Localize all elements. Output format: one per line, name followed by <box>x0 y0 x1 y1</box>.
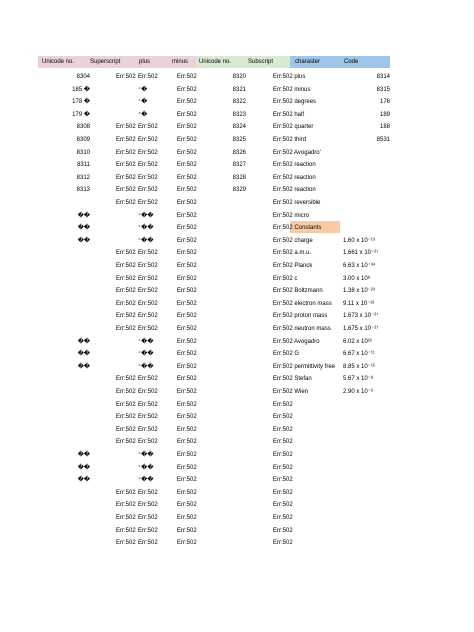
cell-unicode-2 <box>196 361 246 373</box>
cell-code <box>345 411 390 423</box>
cell-minus: Err:502 <box>177 300 197 307</box>
cell-unicode-2: 8327 <box>232 162 246 169</box>
cell-unicode: �� <box>77 464 90 471</box>
cell-unicode: �� <box>77 237 90 244</box>
cell-unicode <box>40 386 90 398</box>
cell-subscript: Err:502 Wien <box>273 389 309 395</box>
cell-unicode-2 <box>196 474 246 486</box>
cell-unicode-2 <box>196 235 246 247</box>
cell-plus: Err:502 <box>138 426 158 433</box>
cell-minus: Err:502 <box>177 426 197 433</box>
cell-code: 8314 <box>376 74 390 80</box>
cell-unicode-2 <box>196 197 246 209</box>
cell-subscript: Err:502 plus <box>273 74 306 80</box>
cell-plus: Err:502 <box>138 137 158 143</box>
cell-subscript: Err:502 reaction <box>273 174 316 181</box>
cell-value: 5.67 x 10⁻⁸ <box>343 376 374 383</box>
cell-subscript: Err:502 <box>273 477 293 484</box>
cell-subscript: Err:502 <box>273 540 293 547</box>
cell-subscript: Err:502 <box>273 515 293 521</box>
cell-subscript: Err:502 a.m.u. <box>273 250 312 257</box>
cell-unicode-2 <box>196 323 246 335</box>
cell-minus: Err:502 <box>177 174 197 181</box>
cell-minus: Err:502 <box>177 452 197 458</box>
cell-unicode-2 <box>196 386 246 398</box>
cell-minus: Err:502 <box>177 515 197 521</box>
cell-unicode <box>40 411 90 423</box>
cell-minus: Err:502 <box>177 187 197 194</box>
cell-superscript: Err:502 <box>116 515 136 521</box>
cell-minus: Err:502 <box>177 111 197 118</box>
cell-unicode <box>40 537 90 549</box>
cell-unicode-2 <box>196 273 246 285</box>
cell-plus: Err:502 <box>138 515 158 521</box>
cell-unicode: 8312 <box>76 174 90 181</box>
cell-code <box>345 487 390 499</box>
cell-minus: Err:502 <box>177 439 197 446</box>
cell-subscript: Err:502 <box>273 464 293 471</box>
cell-subscript: Err:502 quarter <box>273 124 314 131</box>
cell-minus: Err:502 <box>177 200 197 206</box>
cell-subscript: Err:502 Boltzmann <box>273 288 323 295</box>
cell-unicode <box>40 487 90 499</box>
cell-superscript: Err:502 <box>116 263 136 269</box>
cell-unicode-2 <box>196 399 246 411</box>
cell-unicode-2 <box>196 298 246 310</box>
cell-plus: Err:502 <box>138 74 158 80</box>
cell-subscript: Err:502 <box>273 401 293 408</box>
cell-unicode <box>40 525 90 537</box>
cell-plus: Err:502 <box>138 288 158 295</box>
cell-superscript: Err:502 <box>116 439 136 446</box>
cell-plus: ⁺�� <box>138 225 154 232</box>
cell-subscript: Err:502 <box>273 414 293 421</box>
cell-minus: Err:502 <box>177 225 197 232</box>
cell-unicode <box>40 260 90 272</box>
cell-unicode <box>40 399 90 411</box>
cell-value: 6.63 x 10⁻³⁴ <box>343 263 376 269</box>
cell-subscript: Err:502 <box>273 426 293 433</box>
cell-code <box>345 348 390 360</box>
cell-subscript: Err:502 c <box>273 275 298 282</box>
cell-minus: Err:502 <box>177 313 197 320</box>
cell-unicode-2 <box>196 424 246 436</box>
cell-unicode-2: 8328 <box>232 174 246 181</box>
cell-unicode: 8309 <box>76 137 90 143</box>
cell-unicode: 8304 <box>76 74 90 80</box>
cell-minus: Err:502 <box>177 74 197 80</box>
cell-superscript: Err:502 <box>116 502 136 509</box>
cell-code <box>345 436 390 448</box>
cell-plus: Err:502 <box>138 149 158 156</box>
cell-code <box>345 525 390 537</box>
cell-minus: Err:502 <box>177 401 197 408</box>
cell-superscript: Err:502 <box>116 124 136 131</box>
cell-plus: Err:502 <box>138 250 158 257</box>
cell-unicode-2 <box>196 512 246 524</box>
cell-plus: Err:502 <box>138 527 158 534</box>
cell-unicode-2 <box>196 411 246 423</box>
cell-plus: Err:502 <box>138 489 158 496</box>
cell-subscript: Err:502 half <box>273 111 305 118</box>
cell-minus: Err:502 <box>177 149 197 156</box>
cell-minus: Err:502 <box>177 275 197 282</box>
cell-unicode-2: 8321 <box>232 86 246 93</box>
cell-superscript: Err:502 <box>116 426 136 433</box>
cell-unicode-2 <box>196 462 246 474</box>
cell-value: 1.673 x 10⁻²⁷ <box>343 313 379 320</box>
cell-plus: Err:502 <box>138 300 158 307</box>
cell-minus: Err:502 <box>177 288 197 295</box>
cell-unicode-2 <box>196 222 246 234</box>
cell-plus: Err:502 <box>138 401 158 408</box>
cell-subscript: Err:502 Stefan <box>273 376 312 383</box>
cell-code <box>345 310 390 322</box>
cell-superscript: Err:502 <box>116 313 136 320</box>
cell-code <box>345 197 390 209</box>
cell-unicode: �� <box>77 212 90 219</box>
cell-unicode: �� <box>77 477 90 484</box>
cell-superscript: Err:502 <box>116 137 136 143</box>
cell-minus: Err:502 <box>177 338 197 345</box>
cell-subscript: Err:502 Planck <box>273 263 313 269</box>
cell-minus: Err:502 <box>177 326 197 332</box>
cell-plus: Err:502 <box>138 540 158 547</box>
cell-superscript: Err:502 <box>116 540 136 547</box>
cell-code <box>345 222 390 234</box>
cell-unicode <box>40 247 90 259</box>
cell-unicode: 178 � <box>72 99 90 106</box>
cell-superscript: Err:502 <box>116 275 136 282</box>
cell-minus: Err:502 <box>177 376 197 383</box>
cell-plus: ⁺�� <box>138 338 154 345</box>
cell-code <box>345 449 390 461</box>
cell-code <box>345 184 390 196</box>
cell-plus: ⁺�� <box>138 477 154 484</box>
cell-plus: ⁺�� <box>138 237 154 244</box>
cell-plus: Err:502 <box>138 502 158 509</box>
header-code: Code <box>344 59 359 65</box>
cell-plus: ⁺� <box>138 99 148 106</box>
cell-code <box>345 210 390 222</box>
cell-unicode: �� <box>77 351 90 358</box>
cell-unicode <box>40 298 90 310</box>
cell-subscript: Err:502 <box>273 502 293 509</box>
cell-plus: Err:502 <box>138 389 158 395</box>
cell-unicode: 8311 <box>77 162 90 169</box>
cell-minus: Err:502 <box>177 477 197 484</box>
cell-subscript: Err:502 electron mass <box>273 300 332 307</box>
cell-plus: Err:502 <box>138 313 158 320</box>
cell-subscript: Err:502 degrees <box>273 99 317 106</box>
cell-code <box>345 462 390 474</box>
cell-unicode <box>40 285 90 297</box>
cell-superscript: Err:502 <box>116 527 136 534</box>
cell-minus: Err:502 <box>177 162 197 169</box>
cell-unicode: �� <box>77 363 90 370</box>
cell-unicode-2: 8326 <box>232 149 246 156</box>
cell-value: 2.90 x 10⁻³ <box>343 389 373 395</box>
cell-code <box>345 499 390 511</box>
cell-subscript: Err:502 micro <box>273 212 310 219</box>
cell-subscript: Err:502 Constants <box>273 225 322 232</box>
cell-unicode <box>40 373 90 385</box>
cell-plus: Err:502 <box>138 187 158 194</box>
header-superscript: Superscript <box>90 59 121 65</box>
cell-value: 1.38 x 10⁻²³ <box>343 288 375 295</box>
cell-code: 8315 <box>376 86 390 93</box>
cell-plus: Err:502 <box>138 414 158 421</box>
cell-unicode-2 <box>196 499 246 511</box>
cell-code <box>345 386 390 398</box>
cell-plus: ⁺� <box>138 111 148 118</box>
cell-subscript: Err:502 <box>273 527 293 534</box>
cell-value: 3.00 x 10⁸ <box>343 275 371 282</box>
cell-unicode-2: 8324 <box>232 124 246 131</box>
cell-code <box>345 285 390 297</box>
cell-unicode: �� <box>77 452 90 458</box>
cell-code <box>345 373 390 385</box>
cell-superscript: Err:502 <box>116 376 136 383</box>
cell-superscript: Err:502 <box>116 288 136 295</box>
cell-unicode-2 <box>196 210 246 222</box>
cell-unicode-2 <box>196 373 246 385</box>
cell-plus: ⁺�� <box>138 363 154 370</box>
cell-superscript: Err:502 <box>116 414 136 421</box>
cell-minus: Err:502 <box>177 363 197 370</box>
cell-unicode-2 <box>196 285 246 297</box>
cell-superscript: Err:502 <box>116 401 136 408</box>
cell-unicode-2: 8329 <box>232 187 246 194</box>
cell-plus: Err:502 <box>138 376 158 383</box>
cell-unicode-2 <box>196 310 246 322</box>
cell-unicode <box>40 436 90 448</box>
cell-subscript: Err:502 <box>273 452 293 458</box>
cell-code: 189 <box>379 111 390 118</box>
cell-unicode-2 <box>196 436 246 448</box>
cell-minus: Err:502 <box>177 489 197 496</box>
cell-subscript: Err:502 proton mass <box>273 313 328 320</box>
cell-minus: Err:502 <box>177 414 197 421</box>
cell-plus: ⁺� <box>138 86 148 93</box>
cell-unicode: 185 � <box>72 86 90 93</box>
cell-code: 8531 <box>376 137 390 143</box>
cell-code <box>345 399 390 411</box>
cell-subscript: Err:502 G <box>273 351 300 358</box>
cell-unicode-2: 8325 <box>232 137 246 143</box>
cell-value: 1.60 x 10⁻¹⁹ <box>343 237 376 244</box>
cell-unicode-2 <box>196 449 246 461</box>
cell-plus: ⁺�� <box>138 351 154 358</box>
cell-code <box>345 159 390 171</box>
cell-code <box>345 474 390 486</box>
header-unicode-no-2: Unicode no. <box>199 59 232 65</box>
cell-unicode <box>40 512 90 524</box>
cell-subscript: Err:502 charge <box>273 237 313 244</box>
cell-code: 176 <box>379 99 390 106</box>
cell-value: 1.675 x 10⁻²⁷ <box>343 326 379 332</box>
cell-unicode-2: 8320 <box>232 74 246 80</box>
cell-code <box>345 424 390 436</box>
cell-subscript: Err:502 <box>273 489 293 496</box>
cell-subscript: Err:502 reaction <box>273 162 316 169</box>
cell-superscript: Err:502 <box>116 300 136 307</box>
cell-minus: Err:502 <box>177 237 197 244</box>
cell-code <box>345 247 390 259</box>
cell-subscript: Err:502 neutron mass <box>273 326 331 332</box>
cell-superscript: Err:502 <box>116 250 136 257</box>
cell-minus: Err:502 <box>177 250 197 257</box>
cell-unicode <box>40 310 90 322</box>
cell-minus: Err:502 <box>177 124 197 131</box>
cell-subscript: Err:502 reaction <box>273 187 316 194</box>
cell-value: 1.661 x 10⁻²⁷ <box>343 250 379 257</box>
cell-superscript: Err:502 <box>116 74 136 80</box>
cell-unicode <box>40 273 90 285</box>
cell-plus: ⁺�� <box>138 452 154 458</box>
cell-code <box>345 361 390 373</box>
cell-code <box>345 260 390 272</box>
cell-superscript: Err:502 <box>116 326 136 332</box>
cell-subscript: Err:502 Avogadro <box>273 338 320 345</box>
cell-plus: Err:502 <box>138 275 158 282</box>
cell-code <box>345 147 390 159</box>
cell-plus: ⁺�� <box>138 212 154 219</box>
cell-unicode: 8313 <box>76 187 90 194</box>
cell-unicode <box>40 323 90 335</box>
cell-value: 8.85 x 10⁻¹² <box>343 363 375 370</box>
cell-unicode <box>40 424 90 436</box>
cell-unicode: 179 � <box>72 111 90 118</box>
cell-code <box>345 323 390 335</box>
cell-minus: Err:502 <box>177 212 197 219</box>
cell-unicode-2 <box>196 260 246 272</box>
cell-subscript: Err:502 third <box>273 137 307 143</box>
cell-plus: Err:502 <box>138 174 158 181</box>
header-unicode-no: Unicode no. <box>42 59 75 65</box>
cell-minus: Err:502 <box>177 540 197 547</box>
cell-unicode-2 <box>196 247 246 259</box>
cell-value: 6.02 x 10²³ <box>343 338 372 345</box>
cell-minus: Err:502 <box>177 86 197 93</box>
cell-subscript: Err:502 minus <box>273 86 311 93</box>
cell-unicode: �� <box>77 338 90 345</box>
cell-subscript: Err:502 reversible <box>273 200 321 206</box>
cell-minus: Err:502 <box>177 527 197 534</box>
cell-unicode-2: 8322 <box>232 99 246 106</box>
cell-plus: Err:502 <box>138 162 158 169</box>
cell-minus: Err:502 <box>177 389 197 395</box>
cell-value: 6.67 x 10⁻¹¹ <box>343 351 375 358</box>
cell-superscript: Err:502 <box>116 174 136 181</box>
cell-minus: Err:502 <box>177 137 197 143</box>
cell-plus: Err:502 <box>138 326 158 332</box>
header-plus: plus <box>139 59 151 65</box>
cell-unicode-2: 8323 <box>232 111 246 118</box>
cell-unicode <box>40 197 90 209</box>
cell-superscript: Err:502 <box>116 187 136 194</box>
cell-minus: Err:502 <box>177 464 197 471</box>
cell-superscript: Err:502 <box>116 489 136 496</box>
cell-unicode-2 <box>196 525 246 537</box>
header-minus: minus <box>172 59 189 65</box>
header-character: charaster <box>295 59 321 65</box>
cell-unicode: 8310 <box>76 149 90 156</box>
cell-subscript: Err:502 <box>273 439 293 446</box>
cell-superscript: Err:502 <box>116 389 136 395</box>
header-subscript: Subscript <box>248 59 274 65</box>
cell-code <box>345 336 390 348</box>
cell-superscript: Err:502 <box>116 149 136 156</box>
cell-superscript: Err:502 <box>116 200 136 206</box>
cell-unicode: �� <box>77 225 90 232</box>
cell-minus: Err:502 <box>177 502 197 509</box>
cell-minus: Err:502 <box>177 99 197 106</box>
cell-code <box>345 512 390 524</box>
cell-unicode-2 <box>196 487 246 499</box>
cell-subscript: Err:502 Avogadro' <box>273 149 321 156</box>
cell-superscript: Err:502 <box>116 162 136 169</box>
cell-code <box>345 298 390 310</box>
cell-plus: Err:502 <box>138 263 158 269</box>
cell-unicode <box>40 499 90 511</box>
cell-code: 188 <box>379 124 390 131</box>
cell-plus: Err:502 <box>138 439 158 446</box>
cell-plus: Err:502 <box>138 124 158 131</box>
cell-unicode-2 <box>196 537 246 549</box>
cell-minus: Err:502 <box>177 263 197 269</box>
cell-subscript: Err:502 permittivity free <box>273 363 336 370</box>
cell-plus: ⁺�� <box>138 464 154 471</box>
cell-unicode-2 <box>196 348 246 360</box>
cell-code <box>345 172 390 184</box>
cell-minus: Err:502 <box>177 351 197 358</box>
cell-value: 9.11 x 10⁻³¹ <box>343 300 375 307</box>
cell-unicode: 8308 <box>76 124 90 131</box>
cell-unicode-2 <box>196 336 246 348</box>
cell-code <box>345 235 390 247</box>
cell-code <box>345 273 390 285</box>
cell-plus: Err:502 <box>138 200 158 206</box>
cell-code <box>345 537 390 549</box>
